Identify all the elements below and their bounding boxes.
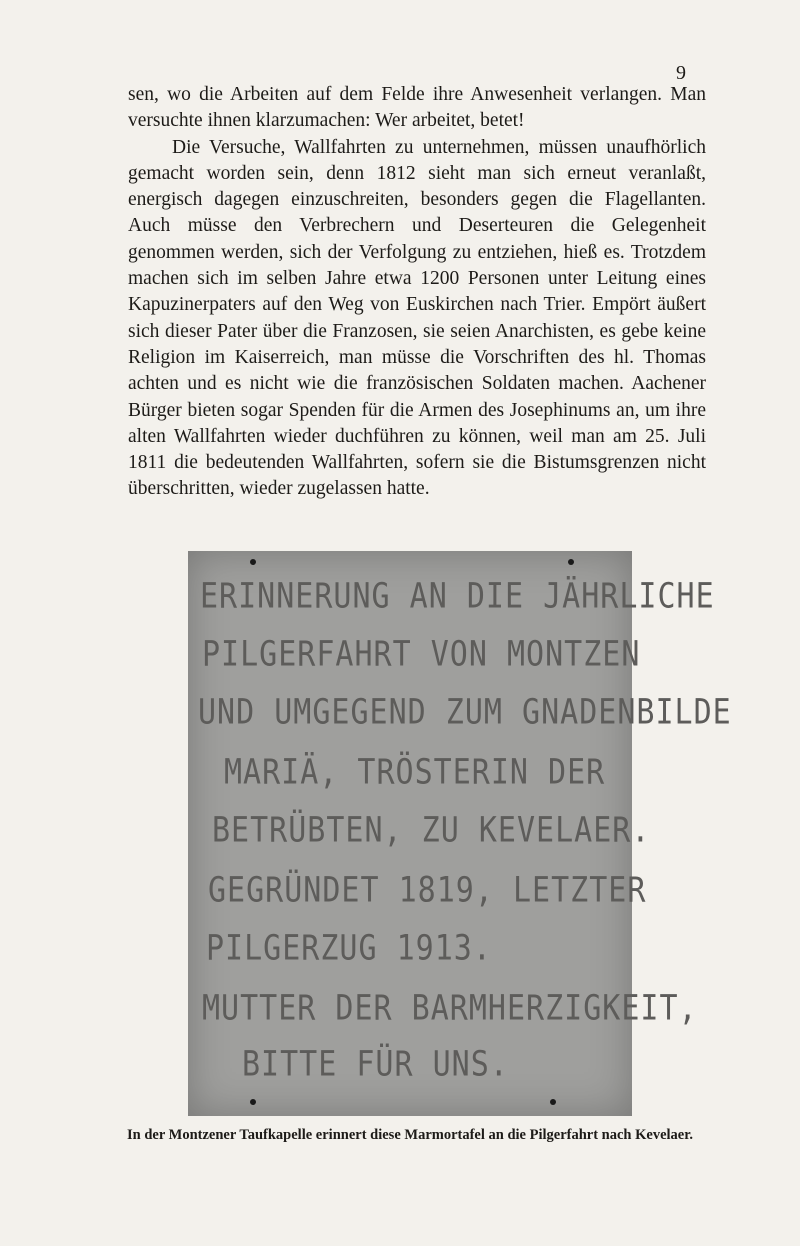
screw-icon	[250, 1099, 256, 1105]
body-text	[128, 82, 706, 503]
plaque-line: BITTE FÜR UNS.	[242, 1044, 509, 1085]
plaque-line: ERINNERUNG AN DIE JÄHRLICHE	[200, 576, 715, 617]
screw-icon	[250, 559, 256, 565]
plaque-line: GEGRÜNDET 1819, LETZTER	[208, 870, 647, 911]
plaque-line: PILGERFAHRT VON MONTZEN	[202, 634, 641, 675]
plaque-line: PILGERZUG 1913.	[206, 928, 492, 969]
plaque-line: BETRÜBTEN, ZU KEVELAER.	[212, 810, 651, 851]
paragraph: sen, wo die Arbeiten auf dem Felde ihre Anwesenheit verlangen. Man versuchte ihnen klarzumachen: Wer arbeitet, betet!	[128, 84, 706, 132]
marble-plaque-photo	[188, 551, 732, 1116]
figure-caption: In der Montzener Taufkapelle erinnert diese Marmortafel an die Pilgerfahrt nach Kevelaer.	[127, 1127, 693, 1143]
page-number: 9	[676, 62, 686, 84]
plaque-line: UND UMGEGEND ZUM GNADENBILDE	[198, 692, 732, 733]
screw-icon	[550, 1099, 556, 1105]
plaque-line: MARIÄ, TRÖSTERIN DER	[224, 752, 606, 793]
paragraph: Die Versuche, Wallfahrten zu unternehmen, müssen unaufhörlich gemacht worden sein, denn 1812 sieht man sich erneut veranlaßt, energisch dagegen einzuschreiten, besonders gegen die Flagellanten. Auch müsse den Verbrechern und Deserteuren die Gelegenheit genommen werden, sich der Verfolgung zu entziehen, hieß es. Trotzdem machen sich im selben Jahre etwa 1200 Personen unter Leitung eines Kapuzinerpaters auf den Weg von Euskirchen nach Trier. Empört äußert sich dieser Pater über die Franzosen, sie seien Anarchisten, es gebe keine Religion im Kaiserreich, man müsse die Vorschriften des hl. Thomas achten und es nicht wie die französischen Soldaten machen. Aachener Bürger bieten sogar Spenden für die Armen des Josephinums an, um ihre alten Wallfahrten wieder duchführen zu können, weil man am 25. Juli 1811 die bedeutenden Wallfahrten, sofern sie die Bistumsgrenzen nicht überschritten, wieder zugelassen hatte.	[128, 136, 706, 500]
plaque-line: MUTTER DER BARMHERZIGKEIT,	[202, 988, 698, 1029]
screw-icon	[568, 559, 574, 565]
